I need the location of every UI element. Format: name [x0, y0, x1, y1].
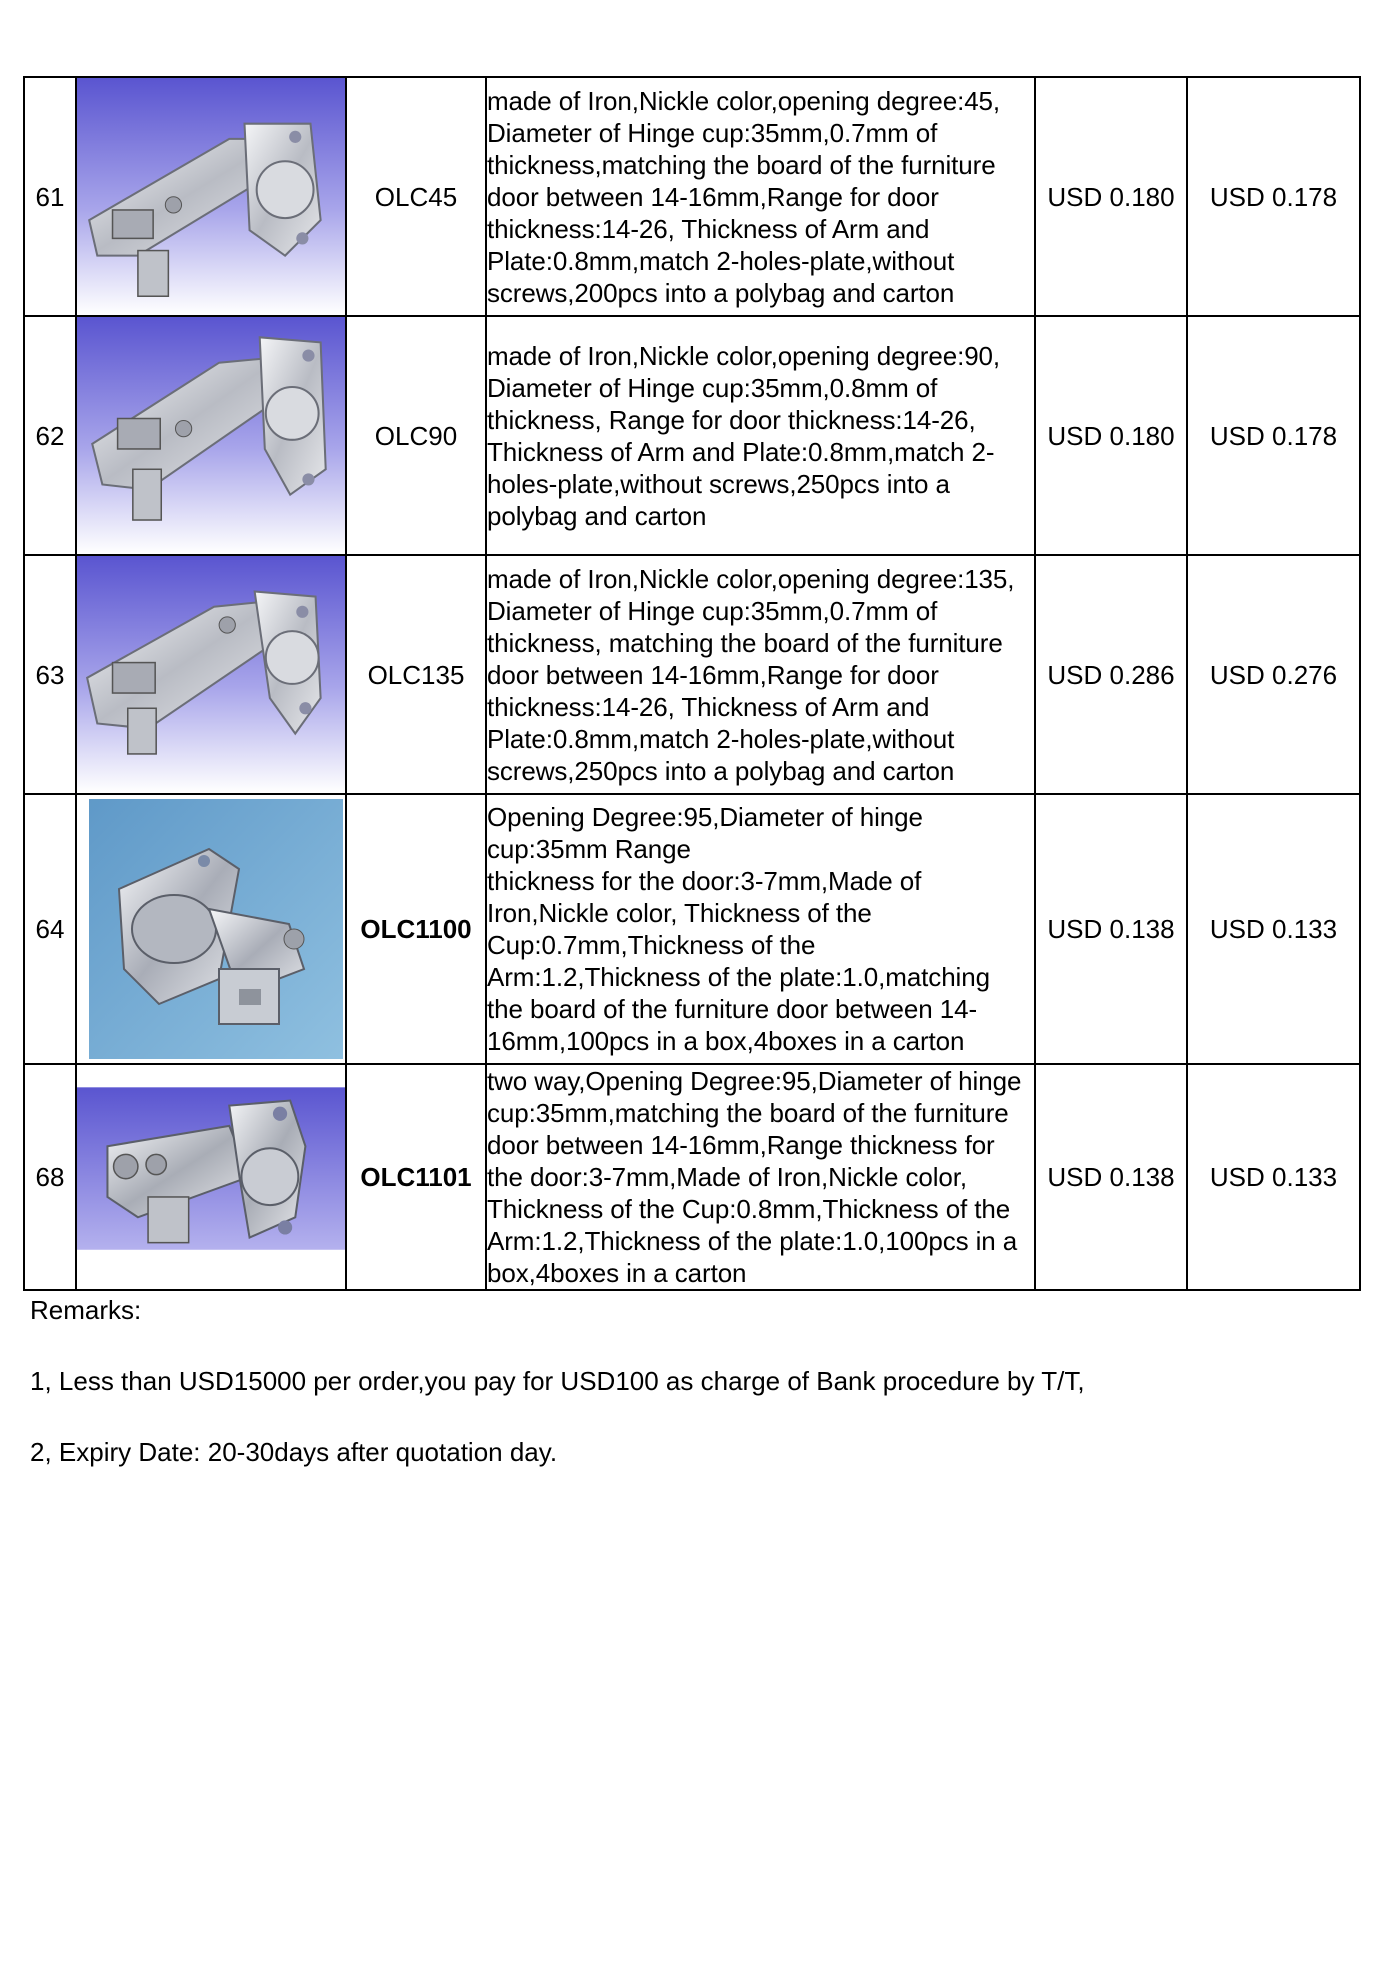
price-secondary: USD 0.178: [1187, 316, 1360, 555]
item-number: 62: [24, 316, 76, 555]
table-row: [24, 555, 1360, 794]
remarks-item-2: 2, Expiry Date: 20-30days after quotation day.: [30, 1437, 558, 1467]
hinge-45-photo: [77, 78, 345, 315]
hinge-two-way-photo: [77, 1065, 345, 1288]
hinge-90-photo: [77, 317, 345, 554]
model-code: OLC90: [346, 316, 486, 555]
hinge-short-arm-photo: [89, 799, 343, 1059]
product-image-cell: [76, 1064, 346, 1290]
price-table: [23, 76, 1361, 1291]
product-image-cell: [76, 794, 346, 1064]
price-primary: USD 0.180: [1035, 77, 1187, 316]
price-secondary: USD 0.178: [1187, 77, 1360, 316]
model-code: OLC135: [346, 555, 486, 794]
hinge-135-photo: [77, 556, 345, 793]
model-code: OLC1100: [346, 794, 486, 1064]
product-description: Opening Degree:95,Diameter of hinge cup:35mm Range thickness for the door:3-7mm,Made of Iron,Nickle color, Thickness of the Cup:0.7mm,Thickness of the Arm:1.2,Thickness of the plate:1.0,matching the board of the furniture door between 14- 16mm,100pcs in a box,4boxes in a carton: [486, 794, 1035, 1064]
product-description: two way,Opening Degree:95,Diameter of hinge cup:35mm,matching the board of the furniture door between 14-16mm,Range thickness for the door:3-7mm,Made of Iron,Nickle color, Thickness of the Cup:0.8mm,Thickness of the Arm:1.2,Thickness of the plate:1.0,100pcs in a box,4boxes in a carton: [486, 1064, 1035, 1290]
item-number: 61: [24, 77, 76, 316]
product-description: made of Iron,Nickle color,opening degree:135, Diameter of Hinge cup:35mm,0.7mm of thickness, matching the board of the furniture door between 14-16mm,Range for door thickness:14-26, Thickness of Arm and Plate:0.8mm,match 2-holes-plate,without screws,250pcs into a polybag and carton: [486, 555, 1035, 794]
item-number: 63: [24, 555, 76, 794]
price-secondary: USD 0.276: [1187, 555, 1360, 794]
remarks-item-1: 1, Less than USD15000 per order,you pay for USD100 as charge of Bank procedure by T/T,: [30, 1366, 1085, 1396]
product-description: made of Iron,Nickle color,opening degree:45, Diameter of Hinge cup:35mm,0.7mm of thickness,matching the board of the furniture door between 14-16mm,Range for door thickness:14-26, Thickness of Arm and Plate:0.8mm,match 2-holes-plate,without screws,200pcs into a polybag and carton: [486, 77, 1035, 316]
product-image-cell: [76, 77, 346, 316]
model-code: OLC45: [346, 77, 486, 316]
table-row: [24, 316, 1360, 555]
item-number: 68: [24, 1064, 76, 1290]
price-primary: USD 0.138: [1035, 1064, 1187, 1290]
table-row: [24, 794, 1360, 1064]
product-image-cell: [76, 316, 346, 555]
product-image-cell: [76, 555, 346, 794]
price-primary: USD 0.286: [1035, 555, 1187, 794]
price-secondary: USD 0.133: [1187, 1064, 1360, 1290]
model-code: OLC1101: [346, 1064, 486, 1290]
product-description: made of Iron,Nickle color,opening degree:90, Diameter of Hinge cup:35mm,0.8mm of thickness, Range for door thickness:14-26, Thickness of Arm and Plate:0.8mm,match 2- holes-plate,without screws,250pcs into a polybag and carton: [486, 316, 1035, 555]
price-secondary: USD 0.133: [1187, 794, 1360, 1064]
remarks-heading: Remarks:: [30, 1295, 142, 1325]
item-number: 64: [24, 794, 76, 1064]
table-row: [24, 77, 1360, 316]
price-primary: USD 0.180: [1035, 316, 1187, 555]
price-primary: USD 0.138: [1035, 794, 1187, 1064]
table-row: [24, 1064, 1360, 1290]
